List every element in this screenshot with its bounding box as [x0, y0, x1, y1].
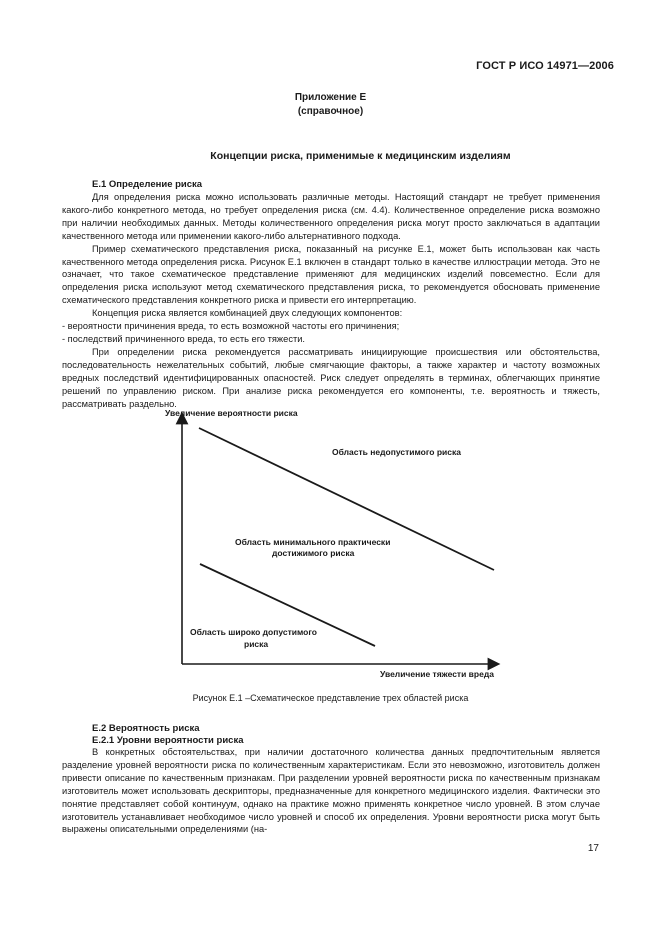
list-item: - последствий причиненного вреда, то есть его тяжести.	[62, 333, 306, 344]
annex-type: (справочное)	[297, 106, 364, 117]
page-number: 17	[587, 843, 599, 854]
paragraph: В конкретных обстоятельствах, при наличии достаточного количества данных предпочтительным является разделение уровней вероятности риска по количественным характеристикам. Если это невозможно, изготовитель должен привести описание по качественным признакам. При разделении уровней вероятности риска по качественным признакам изготовитель может использовать дескрипторы, предназначенные для конкретного медицинского изделия. Фактически это понятие представляет собой континуум, однако на практике можно применять конкретное число уровней. В этом случае изготовитель устанавливает необходимое число уровней и способ их определения. Уровни вероятности риска могут быть выражены описательными определениями (на-	[62, 747, 600, 835]
section-e2-text	[62, 746, 600, 836]
y-axis-label: Увеличение вероятности риска	[165, 408, 298, 418]
section-e2-1-heading: Е.2.1 Уровни вероятности риска	[92, 735, 244, 746]
section-e1-heading: Е.1 Определение риска	[92, 179, 203, 190]
paragraph: Пример схематического представления риска, показанный на рисунке Е.1, может быть использован как часть качественного метода определения риска. Рисунок Е.1 включен в стандарт только в качестве иллюстрации метода. Это не означает, что такое схематическое представление применяют для медицинских изделий повсеместно. Если для определения риска используют метод схематического представления риска, то рекомендуется обосновать применение схематического представления конкретного риска и привести его интерпретацию.	[62, 243, 600, 306]
alarp-region-label: Область минимального практически	[235, 537, 391, 547]
annex-heading	[0, 91, 661, 119]
paragraph: При определении риска рекомендуется рассматривать инициирующие происшествия или обстоятельства, последовательность нежелательных событий, любые смягчающие факторы, а также характер и частоту возможных вредных последствий идентифицированных опасностей. Риск следует определять в терминах, облегчающих принятие решений по управлению риском. При анализе риска рекомендуется его компоненты, т.е. вероятность и тяжесть, рассматривать раздельно.	[62, 346, 600, 409]
unacceptable-region-label: Область недопустимого риска	[332, 447, 461, 457]
paragraph: Концепция риска является комбинацией двух следующих компонентов:	[92, 308, 403, 319]
x-axis-label: Увеличение тяжести вреда	[380, 669, 494, 679]
section-e2-heading: Е.2 Вероятность риска	[92, 723, 200, 734]
annex-title: Приложение Е	[294, 92, 367, 103]
acceptable-region-label: Область широко допустимого	[190, 627, 317, 637]
acceptable-region-label: риска	[244, 639, 269, 649]
alarp-region-label: достижимого риска	[272, 548, 355, 558]
section-e1-text	[62, 191, 600, 410]
figure-caption: Рисунок Е.1 –Схематическое представление трех областей риска	[192, 693, 469, 703]
risk-regions-diagram	[0, 400, 661, 685]
paragraph: Для определения риска можно использовать различные методы. Настоящий стандарт не требует применения какого-либо конкретного метода, но требует определения риска (см. 4.4). Количественное определение риска возможно при наличии необходимых данных. Методы количественного определения риска могут просто заключаться в адаптации качественного метода или применении какого-либо альтернативного подхода.	[62, 192, 600, 241]
list-item: - вероятности причинения вреда, то есть возможной частоты его причинения;	[62, 321, 400, 332]
document-code: ГОСТ Р ИСО 14971—2006	[476, 60, 614, 72]
page-title: Концепции риска, применимые к медицинским изделиям	[210, 150, 511, 162]
